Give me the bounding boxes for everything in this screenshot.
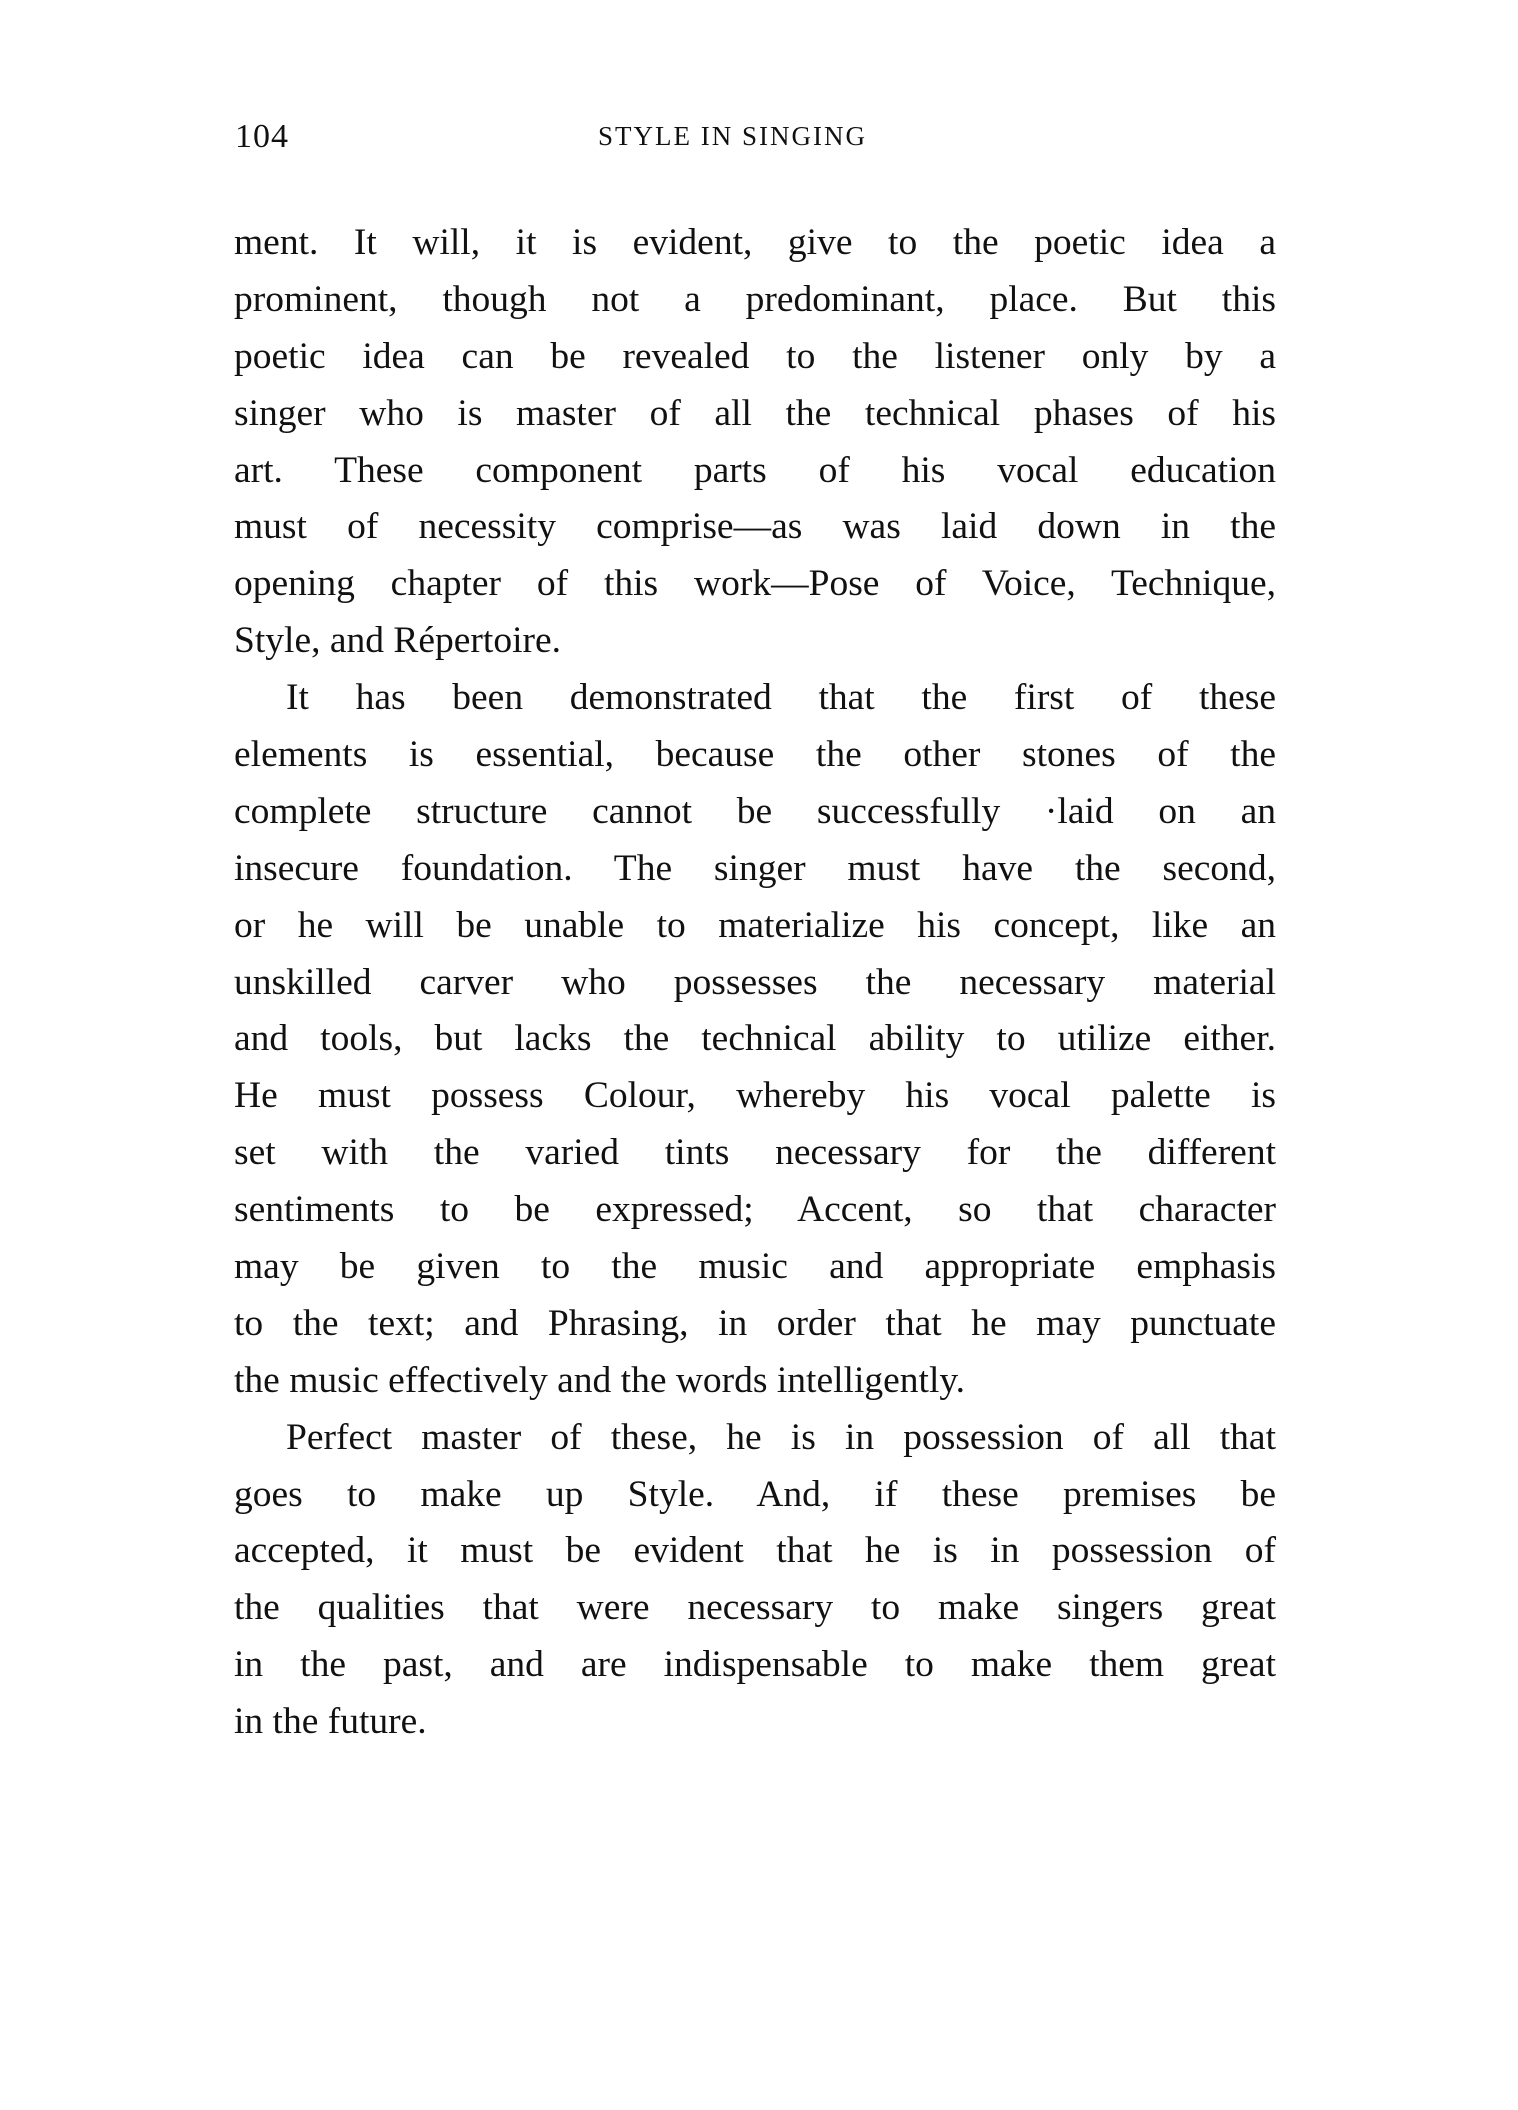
paragraph	[234, 670, 1276, 1410]
text-line: or he will be unable to materialize his concept, like an	[234, 904, 1276, 946]
text-line: may be given to the music and appropriate emphasis	[234, 1246, 1276, 1288]
text-line: Perfect master of these, he is in possession of all that	[286, 1416, 1276, 1458]
text-line: art. These component parts of his vocal education	[234, 449, 1276, 491]
running-title: STYLE IN SINGING	[598, 121, 867, 151]
text-line: opening chapter of this work—Pose of Voice, Technique,	[234, 563, 1276, 605]
paragraph	[234, 215, 1276, 670]
text-line: set with the varied tints necessary for the different	[234, 1132, 1276, 1174]
text-line: complete structure cannot be successfully ·laid on an	[234, 790, 1276, 832]
text-line: must of necessity comprise—as was laid down in the	[234, 506, 1276, 548]
text-line: prominent, though not a predominant, place. But this	[234, 278, 1276, 320]
paragraph	[234, 1410, 1276, 1751]
text-line: Style, and Répertoire.	[234, 620, 561, 662]
text-line: accepted, it must be evident that he is in possession of	[234, 1530, 1276, 1572]
text-line: in the past, and are indispensable to make them great	[234, 1644, 1276, 1686]
text-line: the music effectively and the words intelligently.	[234, 1359, 966, 1401]
text-line: singer who is master of all the technical phases of his	[234, 392, 1276, 434]
text-line: He must possess Colour, whereby his vocal palette is	[234, 1075, 1276, 1117]
page-number: 104	[235, 118, 289, 155]
text-line: to the text; and Phrasing, in order that he may punctuate	[234, 1302, 1276, 1344]
text-line: insecure foundation. The singer must have the second,	[234, 847, 1276, 889]
text-line: ment. It will, it is evident, give to the poetic idea a	[234, 222, 1276, 263]
text-line: goes to make up Style. And, if these premises be	[234, 1473, 1276, 1515]
text-line: poetic idea can be revealed to the listener only by a	[234, 335, 1276, 377]
body-text	[234, 215, 1276, 1751]
text-line: unskilled carver who possesses the necessary material	[234, 961, 1276, 1003]
running-header	[0, 118, 1518, 158]
text-line: in the future.	[234, 1701, 427, 1743]
text-line: elements is essential, because the other stones of the	[234, 734, 1276, 776]
text-line: It has been demonstrated that the first of these	[286, 677, 1276, 719]
text-line: and tools, but lacks the technical ability to utilize either.	[234, 1018, 1276, 1060]
text-line: the qualities that were necessary to make singers great	[234, 1587, 1276, 1629]
text-line: sentiments to be expressed; Accent, so that character	[234, 1189, 1276, 1231]
